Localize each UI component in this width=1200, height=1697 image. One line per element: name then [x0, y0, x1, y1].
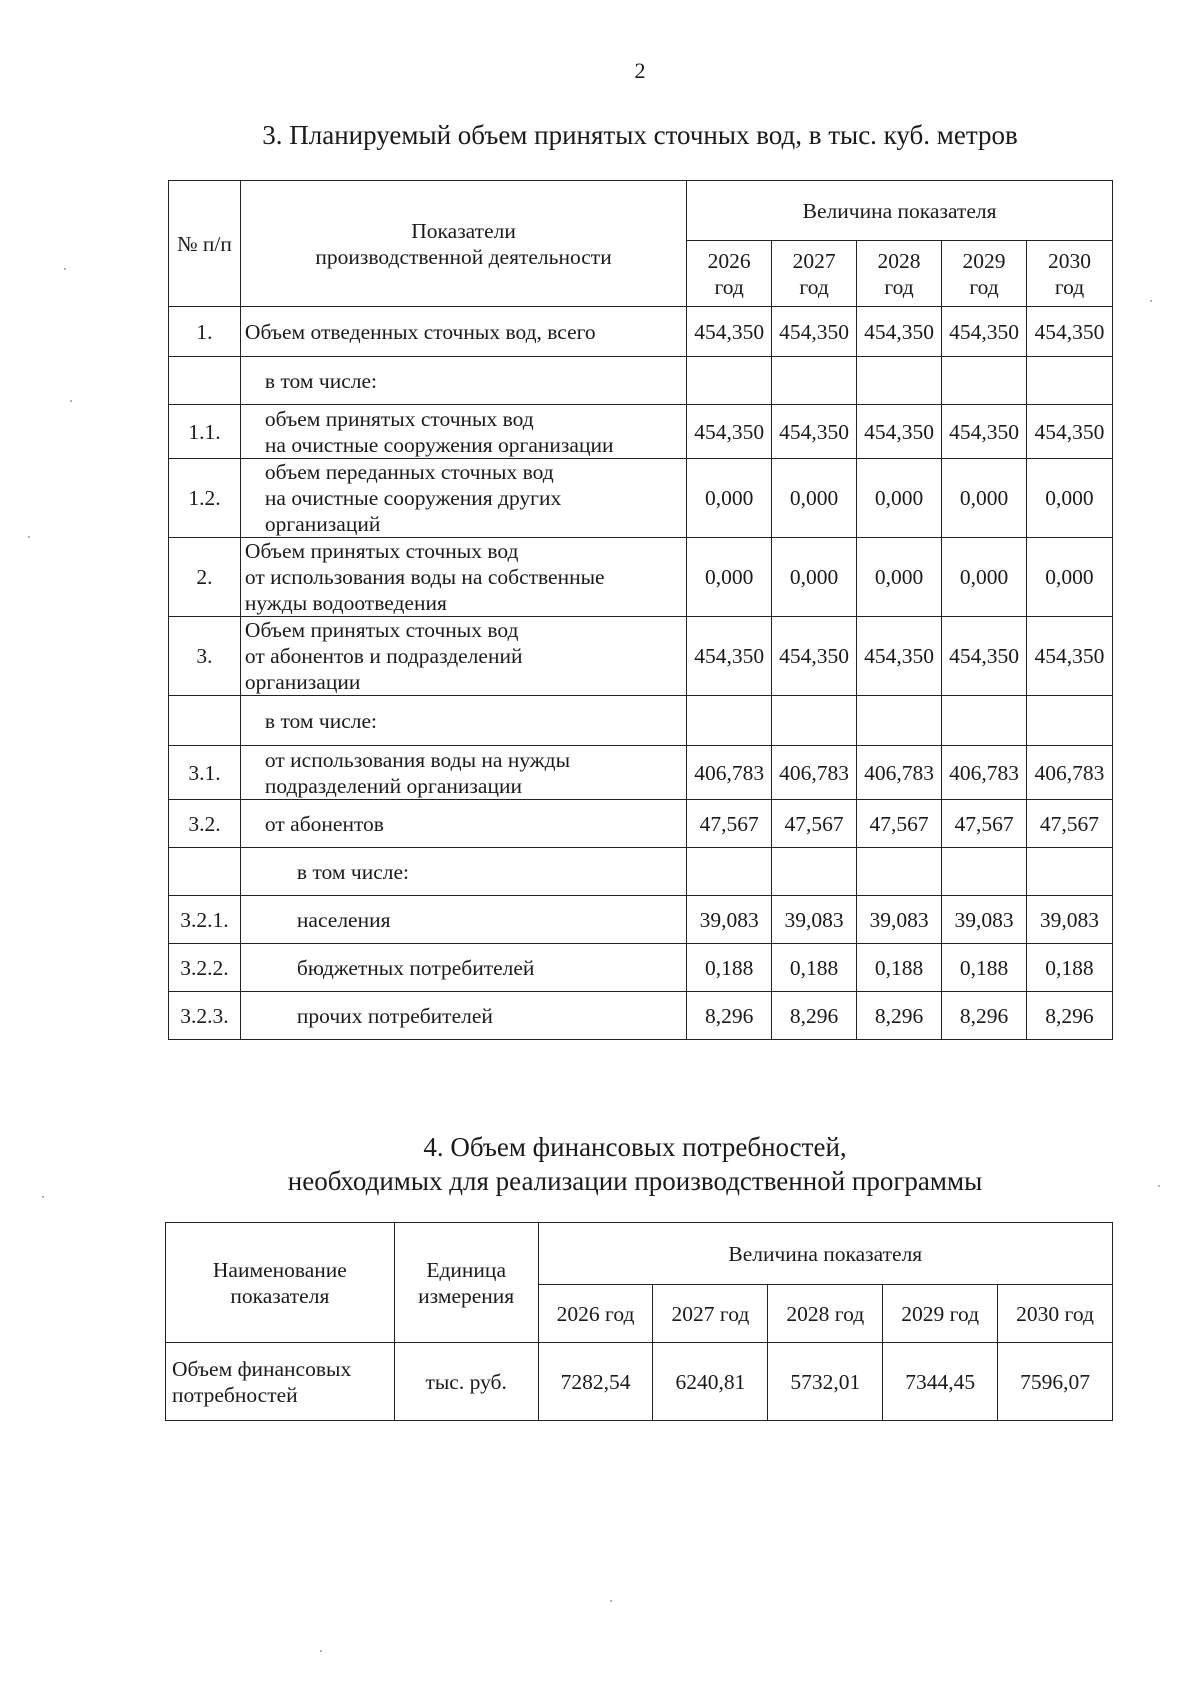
- row-indicator-line: населения: [296, 907, 391, 932]
- row-value: 39,083: [772, 896, 857, 944]
- row-indicator-line: на очистные сооружения других: [264, 486, 562, 510]
- row-value: 47,567: [857, 800, 942, 848]
- row-number: 3.2.1.: [169, 896, 241, 944]
- fin-row-value: 7344,45: [883, 1343, 998, 1421]
- row-indicator: [240, 538, 686, 617]
- row-value: 39,083: [687, 896, 772, 944]
- row-indicator: [240, 617, 686, 696]
- scan-speck: [70, 400, 72, 402]
- section4-title: [0, 1130, 1200, 1198]
- row-value: 0,188: [1026, 944, 1112, 992]
- year-header: [942, 241, 1027, 307]
- row-value: 406,783: [857, 746, 942, 800]
- unit-header-line2: измерения: [418, 1283, 515, 1308]
- row-value: 454,350: [942, 405, 1027, 459]
- year-header-suffix: год: [1054, 274, 1085, 299]
- fin-row-value: 7282,54: [538, 1343, 653, 1421]
- row-number: 3.: [169, 617, 241, 696]
- row-indicator-line: объем принятых сточных вод: [264, 406, 534, 431]
- fin-year-header: 2029 год: [883, 1285, 998, 1343]
- scan-speck: [1158, 1185, 1160, 1187]
- row-indicator-line: от абонентов: [264, 811, 384, 836]
- row-value: [772, 357, 857, 405]
- indicator-header-line2: производственной деятельности: [315, 244, 612, 269]
- row-value: 39,083: [1026, 896, 1112, 944]
- row-indicator: [240, 307, 686, 357]
- row-value: 0,000: [1026, 459, 1112, 538]
- row-number: 2.: [169, 538, 241, 617]
- year-header: [1026, 241, 1112, 307]
- row-indicator: [240, 944, 686, 992]
- row-indicator-line: в том числе:: [296, 859, 409, 884]
- table-row: [169, 992, 1113, 1040]
- row-value: 8,296: [1026, 992, 1112, 1040]
- row-indicator-line: Объем принятых сточных вод: [244, 539, 519, 563]
- table-row: [169, 307, 1113, 357]
- row-value: 0,000: [857, 538, 942, 617]
- row-indicator: [240, 357, 686, 405]
- row-value: 8,296: [687, 992, 772, 1040]
- row-number: 1.2.: [169, 459, 241, 538]
- row-indicator-line: от абонентов и подразделений: [244, 644, 523, 668]
- row-value: 454,350: [687, 405, 772, 459]
- row-indicator: [240, 800, 686, 848]
- row-value: 454,350: [857, 307, 942, 357]
- name-header-line1: Наименование: [212, 1257, 347, 1282]
- row-indicator-line: на очистные сооружения организации: [264, 432, 614, 457]
- year-header: [687, 241, 772, 307]
- row-value: [942, 848, 1027, 896]
- table-row: [169, 538, 1113, 617]
- row-value: [1026, 848, 1112, 896]
- row-value: 454,350: [1026, 307, 1112, 357]
- row-value: 0,000: [772, 459, 857, 538]
- year-header-suffix: год: [884, 274, 914, 299]
- row-value: [942, 696, 1027, 746]
- row-value: 454,350: [942, 617, 1027, 696]
- row-indicator-line: прочих потребителей: [296, 1003, 493, 1028]
- row-value: 454,350: [687, 617, 772, 696]
- row-value: 0,000: [1026, 538, 1112, 617]
- fin-value-group-header: Величина показателя: [538, 1223, 1112, 1285]
- row-value: [772, 848, 857, 896]
- fin-row-name: [166, 1343, 395, 1421]
- section4-title-line1: 4. Объем финансовых потребностей,: [423, 1132, 847, 1162]
- row-value: [857, 357, 942, 405]
- year-header: [772, 241, 857, 307]
- row-value: 47,567: [687, 800, 772, 848]
- row-value: [857, 848, 942, 896]
- row-indicator: [240, 696, 686, 746]
- value-group-header: Величина показателя: [687, 181, 1113, 241]
- fin-year-header: 2028 год: [768, 1285, 883, 1343]
- row-value: [1026, 696, 1112, 746]
- row-number: 1.1.: [169, 405, 241, 459]
- financial-needs-table: [165, 1222, 1113, 1421]
- row-value: 47,567: [1026, 800, 1112, 848]
- table-row: [169, 800, 1113, 848]
- table-row: [169, 848, 1113, 896]
- scan-speck: [320, 1650, 322, 1652]
- fin-year-header: 2027 год: [653, 1285, 768, 1343]
- row-indicator: [240, 896, 686, 944]
- row-value: 0,000: [772, 538, 857, 617]
- row-value: 454,350: [857, 405, 942, 459]
- table-row: [169, 357, 1113, 405]
- row-value: 8,296: [772, 992, 857, 1040]
- row-value: 0,188: [687, 944, 772, 992]
- row-indicator-line: нужды водоотведения: [244, 591, 447, 615]
- row-indicator-line: бюджетных потребителей: [296, 955, 535, 980]
- fin-row-name-line2: потребностей: [172, 1382, 298, 1407]
- unit-header: [394, 1223, 538, 1343]
- row-number: 3.2.3.: [169, 992, 241, 1040]
- row-indicator-line: подразделений организации: [264, 773, 522, 798]
- row-indicator-line: организации: [244, 670, 361, 694]
- row-indicator-line: от использования воды на нужды: [264, 747, 571, 772]
- section4-title-line2: необходимых для реализации производственной программы: [287, 1166, 983, 1196]
- row-value: 454,350: [1026, 617, 1112, 696]
- table-row: [169, 944, 1113, 992]
- row-value: 8,296: [942, 992, 1027, 1040]
- row-value: 406,783: [1026, 746, 1112, 800]
- row-value: 454,350: [772, 307, 857, 357]
- row-value: 0,000: [942, 538, 1027, 617]
- row-value: 0,000: [942, 459, 1027, 538]
- indicator-header-line1: Показатели: [411, 218, 516, 243]
- scan-speck: [64, 268, 66, 270]
- scan-speck: [42, 1196, 44, 1198]
- row-value: [1026, 357, 1112, 405]
- row-value: [687, 848, 772, 896]
- row-value: 39,083: [857, 896, 942, 944]
- year-header-suffix: год: [714, 274, 744, 299]
- table-row: [169, 405, 1113, 459]
- row-number: 3.2.: [169, 800, 241, 848]
- row-indicator-line: организаций: [264, 512, 381, 536]
- row-number: 3.2.2.: [169, 944, 241, 992]
- name-header: [166, 1223, 395, 1343]
- row-value: 454,350: [857, 617, 942, 696]
- row-value: 454,350: [942, 307, 1027, 357]
- row-value: 454,350: [772, 405, 857, 459]
- row-indicator-line: в том числе:: [264, 708, 377, 733]
- name-header-line2: показателя: [230, 1283, 330, 1308]
- row-value: [857, 696, 942, 746]
- year-header-year: 2027: [792, 248, 836, 273]
- row-value: [687, 357, 772, 405]
- row-value: 0,000: [857, 459, 942, 538]
- scan-speck: [610, 1600, 612, 1602]
- row-value: 0,188: [942, 944, 1027, 992]
- page-number: 2: [634, 58, 646, 83]
- num-header: № п/п: [169, 181, 241, 307]
- row-number: [169, 848, 241, 896]
- fin-year-header: 2026 год: [538, 1285, 653, 1343]
- fin-row-name-line1: Объем финансовых: [172, 1356, 352, 1381]
- row-indicator: [240, 992, 686, 1040]
- row-indicator: [240, 405, 686, 459]
- fin-row-value: 6240,81: [653, 1343, 768, 1421]
- year-header: [857, 241, 942, 307]
- row-number: 1.: [169, 307, 241, 357]
- row-value: 0,000: [687, 459, 772, 538]
- row-value: 0,188: [772, 944, 857, 992]
- row-value: 454,350: [1026, 405, 1112, 459]
- row-value: 0,000: [687, 538, 772, 617]
- indicator-header: [240, 181, 686, 307]
- table-row: [169, 746, 1113, 800]
- wastewater-volume-table: [168, 180, 1113, 1040]
- scan-speck: [28, 536, 30, 538]
- row-value: 454,350: [772, 617, 857, 696]
- fin-year-header: 2030 год: [998, 1285, 1113, 1343]
- year-header-year: 2029: [962, 248, 1006, 273]
- row-value: 39,083: [942, 896, 1027, 944]
- year-header-year: 2028: [877, 248, 921, 273]
- fin-row-value: 5732,01: [768, 1343, 883, 1421]
- year-header-suffix: год: [799, 274, 829, 299]
- row-value: 8,296: [857, 992, 942, 1040]
- row-indicator: [240, 848, 686, 896]
- row-value: [942, 357, 1027, 405]
- table-row: [169, 617, 1113, 696]
- year-header-year: 2026: [707, 248, 751, 273]
- row-indicator-line: в том числе:: [264, 368, 377, 393]
- row-value: 47,567: [942, 800, 1027, 848]
- row-value: 406,783: [687, 746, 772, 800]
- row-number: [169, 357, 241, 405]
- row-indicator: [240, 459, 686, 538]
- unit-header-line1: Единица: [426, 1257, 506, 1282]
- fin-row-unit: тыс. руб.: [394, 1343, 538, 1421]
- row-value: [687, 696, 772, 746]
- row-value: 0,188: [857, 944, 942, 992]
- row-value: 406,783: [772, 746, 857, 800]
- section3-title: 3. Планируемый объем принятых сточных вод, в тыс. куб. метров: [262, 120, 1018, 150]
- row-number: 3.1.: [169, 746, 241, 800]
- row-number: [169, 696, 241, 746]
- fin-row-value: 7596,07: [998, 1343, 1113, 1421]
- table-row: [169, 896, 1113, 944]
- row-indicator-line: от использования воды на собственные: [244, 565, 605, 589]
- row-value: 406,783: [942, 746, 1027, 800]
- year-header-suffix: год: [969, 274, 999, 299]
- row-indicator: [240, 746, 686, 800]
- row-value: [772, 696, 857, 746]
- row-indicator-line: Объем принятых сточных вод: [244, 618, 519, 642]
- scan-speck: [1150, 300, 1152, 302]
- row-indicator-line: объем переданных сточных вод: [264, 460, 554, 484]
- row-indicator-line: Объем отведенных сточных вод, всего: [244, 319, 596, 344]
- row-value: 47,567: [772, 800, 857, 848]
- table-row: [169, 696, 1113, 746]
- year-header-year: 2030: [1047, 248, 1091, 273]
- table-row: [169, 459, 1113, 538]
- row-value: 454,350: [687, 307, 772, 357]
